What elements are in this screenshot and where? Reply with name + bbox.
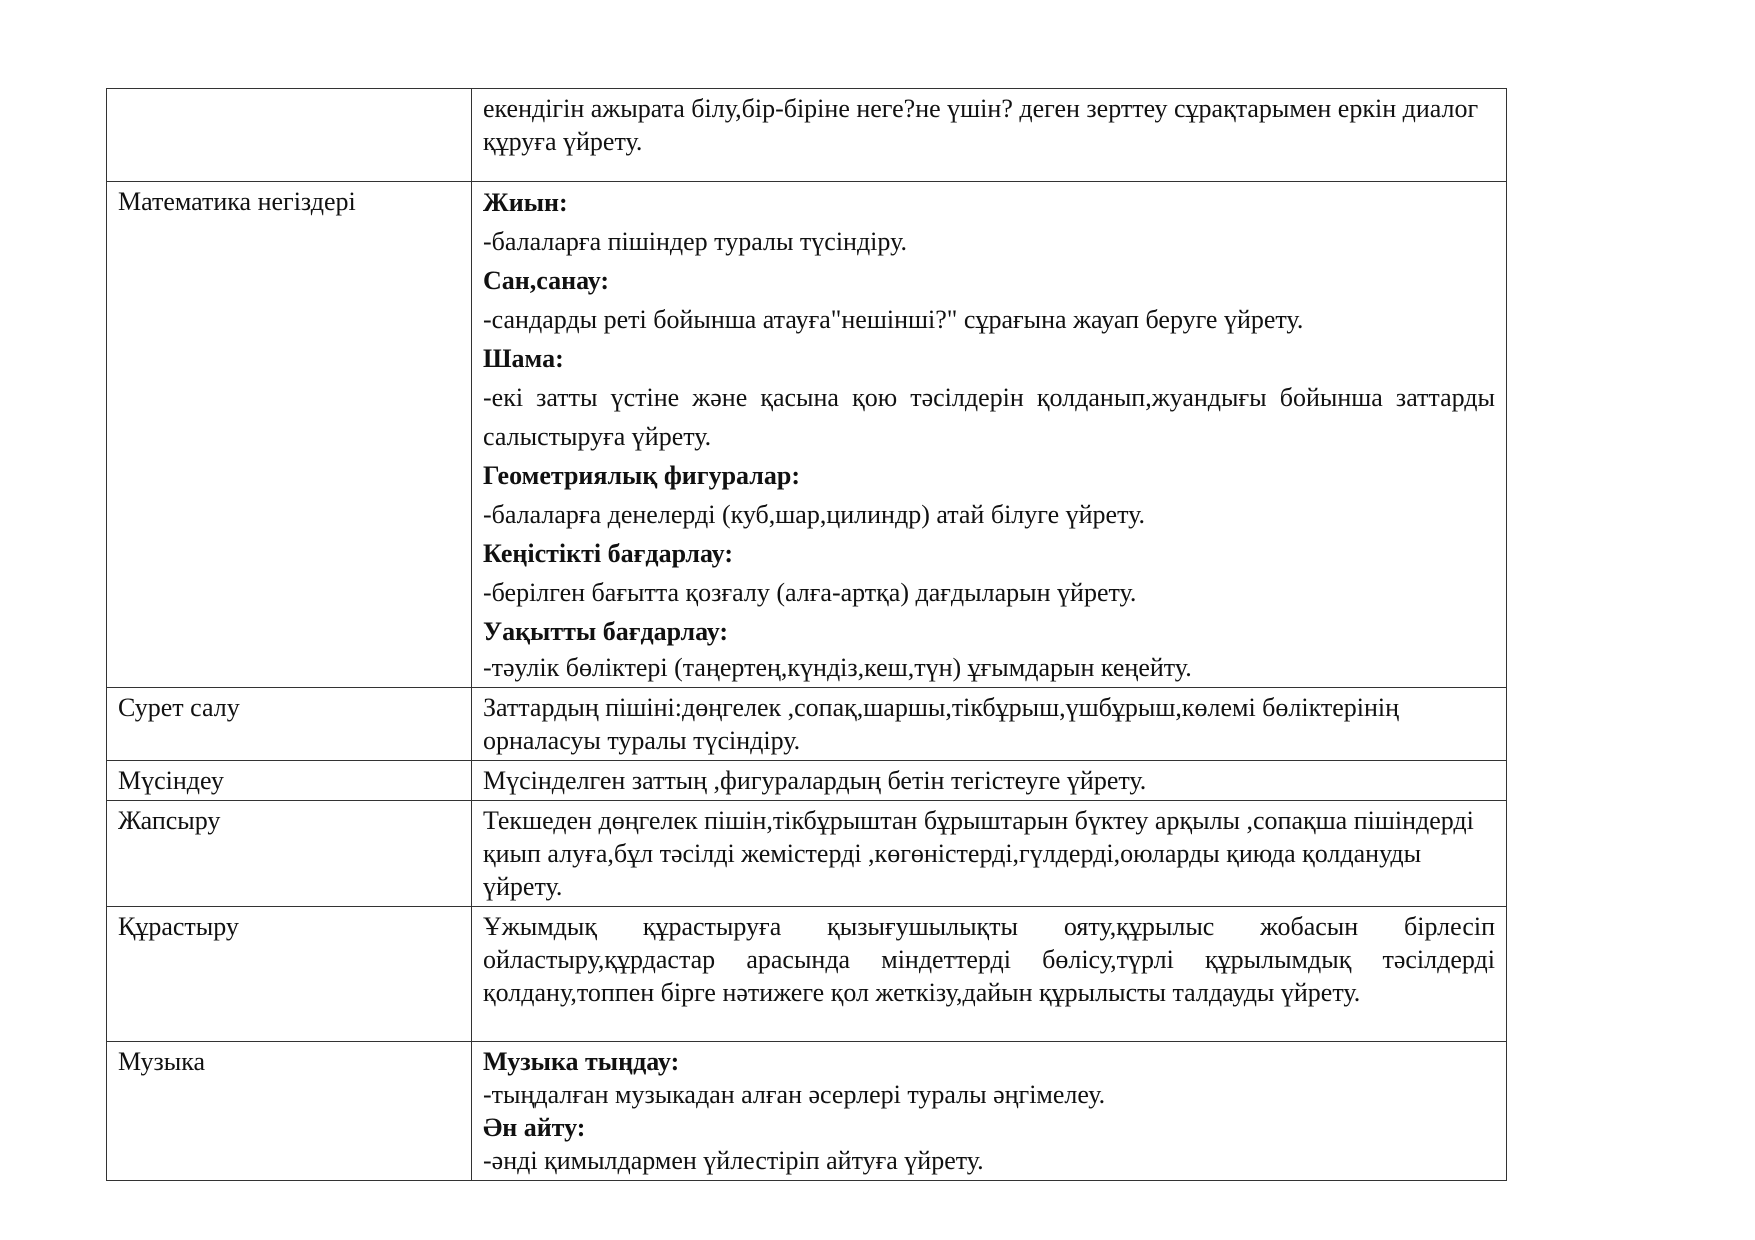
content-text: Ұжымдық құрастыруға қызығушылықты ояту,құрылыс жобасын бірлесіп ойластыру,құрдастар арасында міндеттерді бөлісу,түрлі құрылымдық тәсілдерді қолдану,топпен бірге нәтижеге қол жеткізу,дайын құрылысты талдауды үйрету. xyxy=(483,912,1495,1007)
subject-cell: Мүсіндеу xyxy=(107,761,472,801)
section-heading: Кеңістікті бағдарлау: xyxy=(483,539,733,568)
table-row xyxy=(107,89,1507,182)
content-cell xyxy=(472,688,1507,761)
section-heading: Музыка тыңдау: xyxy=(483,1047,680,1076)
section-text: -сандарды реті бойынша атауға"нешінші?" сұрағына жауап беруге үйрету. xyxy=(483,305,1304,334)
content-cell xyxy=(472,1042,1507,1181)
table-row xyxy=(107,801,1507,907)
content-cell xyxy=(472,801,1507,907)
section-text: -тыңдалған музыкадан алған әсерлері туралы әңгімелеу. xyxy=(483,1080,1106,1109)
section-heading: Сан,санау: xyxy=(483,266,610,295)
section-text: -балаларға пішіндер туралы түсіндіру. xyxy=(483,227,907,256)
content-text: Заттардың пішіні:дөңгелек ,сопақ,шаршы,тікбұрыш,үшбұрыш,көлемі бөліктерінің орналасуы туралы түсіндіру. xyxy=(483,693,1400,755)
section-text: -әнді қимылдармен үйлестіріп айтуға үйрету. xyxy=(483,1146,984,1175)
content-cell xyxy=(472,89,1507,182)
subject-cell: Сурет салу xyxy=(107,688,472,761)
content-text: екендігін ажырата білу,бір-біріне неге?не үшін? деген зерттеу сұрақтарымен еркін диалог құруға үйрету. xyxy=(483,94,1479,156)
curriculum-table xyxy=(106,88,1507,1181)
section-heading: Геометриялық фигуралар: xyxy=(483,461,800,490)
content-cell xyxy=(472,182,1507,688)
content-text: Текшеден дөңгелек пішін,тікбұрыштан бұрыштарын бүктеу арқылы ,сопақша пішіндерді қиып алуға,бұл тәсілді жемістерді ,көгөністерді,гүлдерді,оюларды қиюда қолдануды үйрету. xyxy=(483,806,1474,901)
table-row xyxy=(107,688,1507,761)
table-row xyxy=(107,761,1507,801)
subject-cell: Құрастыру xyxy=(107,907,472,1042)
subject-cell: Жапсыру xyxy=(107,801,472,907)
section-text: -тәулік бөліктері (таңертең,күндіз,кеш,түн) ұғымдарын кеңейту. xyxy=(483,653,1192,682)
section-text: -балаларға денелерді (куб,шар,цилиндр) атай білуге үйрету. xyxy=(483,500,1146,529)
content-text: Мүсінделген заттың ,фигуралардың бетін тегістеуге үйрету. xyxy=(483,766,1147,795)
subject-cell: Математика негіздері xyxy=(107,182,472,688)
section-heading: Уақытты бағдарлау: xyxy=(483,617,729,646)
section-heading: Жиын: xyxy=(483,188,568,217)
table-row xyxy=(107,182,1507,688)
table-row xyxy=(107,1042,1507,1181)
content-cell xyxy=(472,907,1507,1042)
table-row xyxy=(107,907,1507,1042)
content-cell xyxy=(472,761,1507,801)
section-heading: Ән айту: xyxy=(483,1113,586,1142)
section-text: -берілген бағытта қозғалу (алға-артқа) дағдыларын үйрету. xyxy=(483,578,1137,607)
section-text: -екі затты үстіне және қасына қою тәсілдерін қолданып,жуандығы бойынша заттарды салыстыруға үйрету. xyxy=(483,383,1495,451)
section-heading: Шама: xyxy=(483,344,564,373)
subject-cell: Музыка xyxy=(107,1042,472,1181)
subject-cell xyxy=(107,89,472,182)
